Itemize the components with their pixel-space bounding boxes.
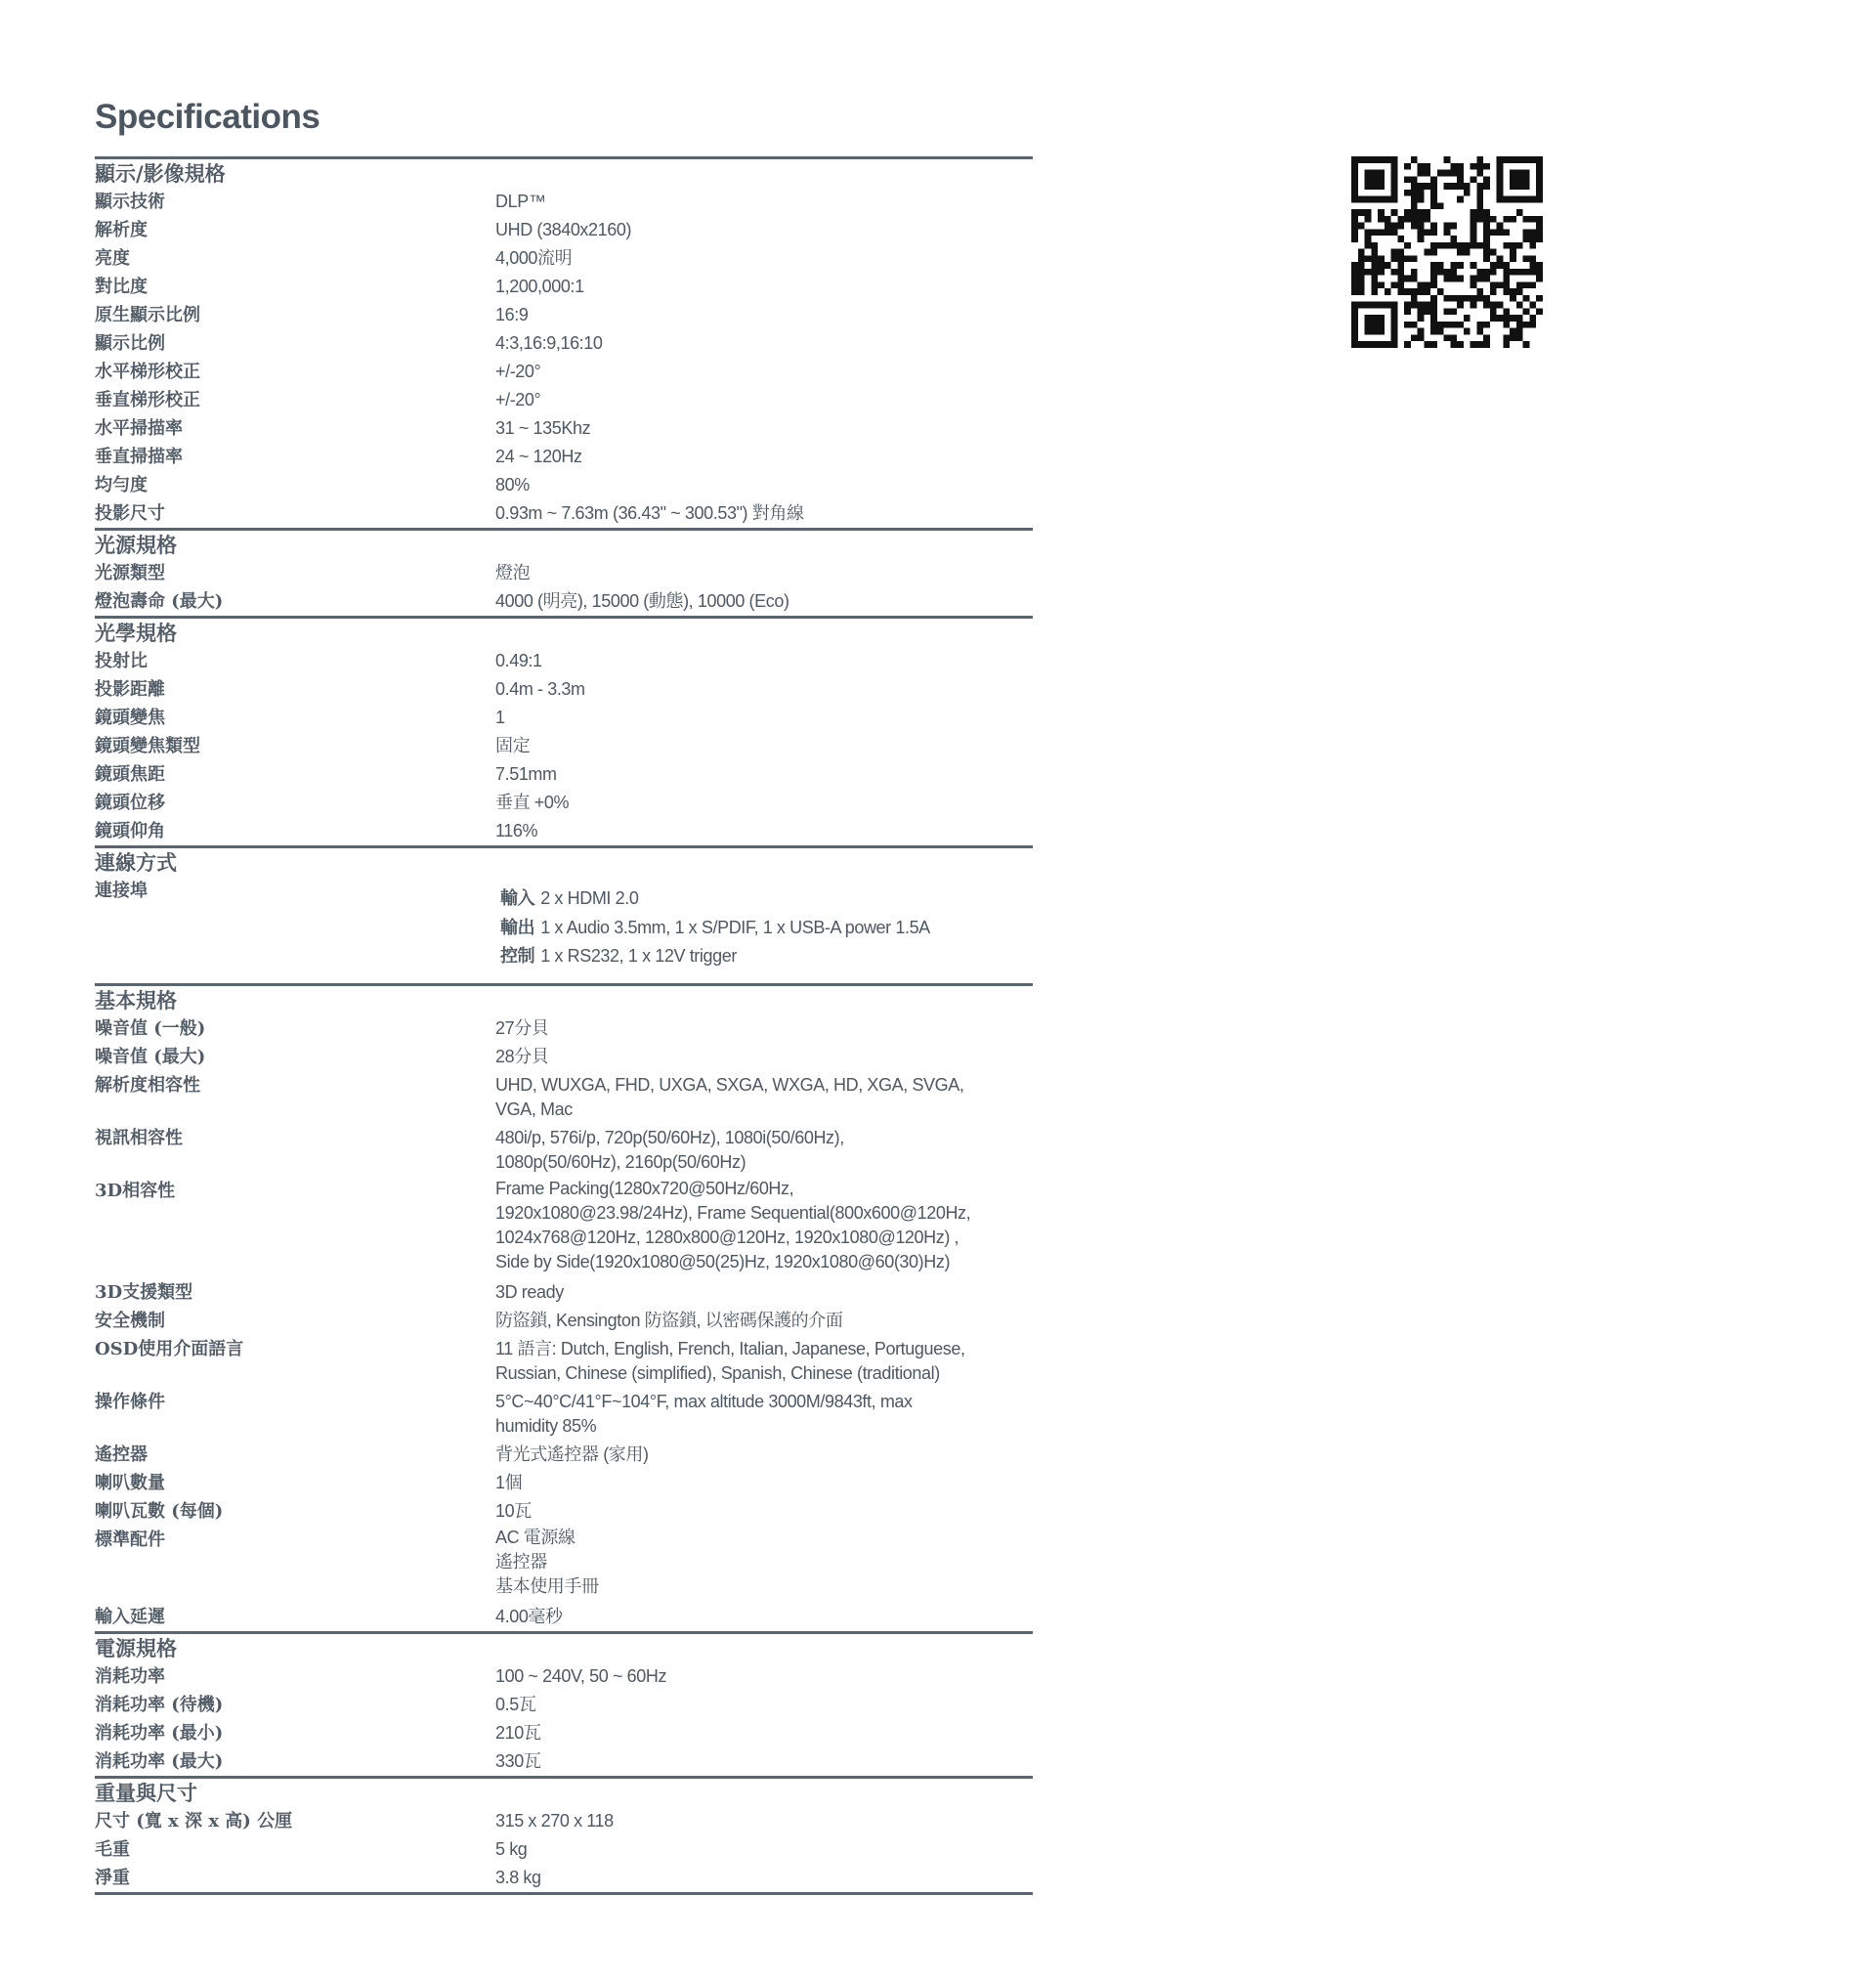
spec-label: 遙控器: [95, 1443, 148, 1465]
spec-value: [495, 1603, 1033, 1631]
spec-row: [95, 1691, 1033, 1719]
spec-value: [495, 732, 1033, 760]
spec-value-line: 210瓦: [495, 1722, 541, 1743]
spec-value-line: 0.4m - 3.3m: [495, 679, 585, 699]
spec-value: [495, 273, 1033, 301]
spec-value: [495, 1278, 1033, 1307]
spec-row: [95, 587, 1033, 616]
section-title: 電源規格: [95, 1635, 177, 1660]
spec-label: 水平梯形校正: [95, 362, 200, 382]
spec-value-line: 80%: [495, 475, 530, 495]
spec-value-line: 0.49:1: [495, 651, 542, 670]
spec-value-line: 100 ~ 240V, 50 ~ 60Hz: [495, 1665, 667, 1686]
spec-value-line: 3.8 kg: [495, 1867, 541, 1887]
spec-value: [495, 244, 1033, 273]
spec-value-line: 330瓦: [495, 1750, 541, 1771]
spec-value: [495, 760, 1033, 789]
connectivity-line: [500, 884, 1033, 914]
spec-label: 燈泡壽命 (最大): [95, 591, 224, 612]
spec-section: [95, 528, 1033, 616]
spec-value: [495, 414, 1033, 443]
spec-label: 光源類型: [95, 563, 165, 583]
spec-row: [95, 1747, 1033, 1776]
spec-label: 均勻度: [95, 475, 148, 496]
spec-value-line: 1024x768@120Hz, 1280x800@120Hz, 1920x1080@120Hz) ,: [495, 1227, 959, 1247]
spec-label: 連接埠: [95, 881, 148, 901]
spec-label: 標準配件: [95, 1529, 165, 1550]
spec-value-line: 垂直 +0%: [495, 793, 570, 812]
spec-label: 淨重: [95, 1867, 130, 1888]
spec-value: [495, 675, 1033, 704]
spec-value-line: UHD (3840x2160): [495, 220, 632, 239]
spec-value: [495, 188, 1033, 216]
spec-value-line: Side by Side(1920x1080@50(25)Hz, 1920x1080@60(30)Hz): [495, 1251, 951, 1271]
spec-value-line: 315 x 270 x 118: [495, 1810, 614, 1831]
spec-value: [495, 443, 1033, 471]
spec-row: [95, 732, 1033, 760]
spec-label: 3D相容性: [95, 1180, 176, 1201]
spec-section: [95, 845, 1033, 983]
spec-value-line: 1個: [495, 1472, 523, 1492]
spec-label: 鏡頭變焦: [95, 708, 165, 728]
spec-label: 消耗功率: [95, 1665, 165, 1687]
connectivity-value: 1 x RS232, 1 x 12V trigger: [540, 946, 737, 966]
spec-value: [495, 1307, 1033, 1335]
connectivity-value: 1 x Audio 3.5mm, 1 x S/PDIF, 1 x USB-A power 1.5A: [540, 917, 930, 937]
spec-row: [95, 559, 1033, 587]
spec-value: [495, 1835, 1033, 1864]
spec-value: [495, 1469, 1033, 1497]
spec-label: 原生顯示比例: [95, 305, 200, 325]
spec-value-line: 4:3,16:9,16:10: [495, 333, 603, 353]
spec-value-line: 11 語言: Dutch, English, French, Italian, Japanese, Portuguese,: [495, 1338, 965, 1358]
spec-value: [495, 877, 1033, 983]
spec-row: [95, 1469, 1033, 1497]
spec-value: [495, 1177, 1033, 1278]
spec-row: [95, 188, 1033, 216]
spec-label: 解析度: [95, 220, 148, 240]
spec-label: OSD使用介面語言: [95, 1338, 244, 1359]
spec-value-line: Frame Packing(1280x720@50Hz/60Hz,: [495, 1178, 794, 1198]
spec-value-line: 防盜鎖, Kensington 防盜鎖, 以密碼保護的介面: [495, 1310, 843, 1330]
spec-value-line: 1: [495, 708, 505, 727]
spec-label: 垂直梯形校正: [95, 390, 200, 410]
spec-label: 尺寸 (寬 x 深 x 高) 公厘: [95, 1810, 293, 1831]
spec-value-line: humidity 85%: [495, 1415, 597, 1436]
spec-value-line: UHD, WUXGA, FHD, UXGA, SXGA, WXGA, HD, XGA, SVGA,: [495, 1074, 964, 1095]
spec-value-line: 背光式遙控器 (家用): [495, 1443, 649, 1464]
qr-code-icon: [1351, 156, 1543, 348]
connectivity-key: 輸出: [500, 917, 535, 938]
spec-row: [95, 1497, 1033, 1526]
spec-row: [95, 414, 1033, 443]
spec-label: 鏡頭焦距: [95, 764, 165, 785]
spec-label: 視訊相容性: [95, 1127, 183, 1148]
connectivity-key: 輸入: [500, 888, 535, 909]
spec-value: [495, 358, 1033, 386]
spec-table: [95, 156, 1033, 1895]
spec-value: [495, 471, 1033, 499]
spec-row: [95, 1441, 1033, 1469]
spec-value: [495, 1807, 1033, 1835]
spec-row: [95, 1719, 1033, 1747]
spec-value-line: 4000 (明亮), 15000 (動態), 10000 (Eco): [495, 591, 789, 611]
spec-row: [95, 1388, 1033, 1441]
spec-label: 鏡頭變焦類型: [95, 736, 200, 756]
spec-section: [95, 1776, 1033, 1895]
spec-label: 喇叭數量: [95, 1472, 165, 1493]
spec-label: 垂直掃描率: [95, 447, 183, 467]
section-title: 顯示/影像規格: [95, 161, 226, 186]
spec-value-line: 27分貝: [495, 1017, 549, 1038]
spec-row: [95, 443, 1033, 471]
spec-value: [495, 1662, 1033, 1691]
spec-row: [95, 1071, 1033, 1124]
spec-section: [95, 616, 1033, 845]
spec-value-line: VGA, Mac: [495, 1099, 573, 1119]
spec-value: [495, 301, 1033, 329]
spec-value-line: 4,000流明: [495, 248, 573, 268]
spec-label: 投影距離: [95, 679, 165, 700]
spec-label: 亮度: [95, 248, 130, 269]
spec-row: [95, 1307, 1033, 1335]
spec-label: 消耗功率 (待機): [95, 1694, 224, 1715]
spec-value-line: 1080p(50/60Hz), 2160p(50/60Hz): [495, 1151, 746, 1172]
section-title: 光學規格: [95, 621, 177, 645]
spec-value-line: DLP™: [495, 192, 546, 211]
spec-row: [95, 1835, 1033, 1864]
spec-value-line: 遙控器: [495, 1551, 547, 1572]
spec-value: [495, 559, 1033, 587]
spec-label: 投影尺寸: [95, 503, 165, 524]
spec-label: 噪音值 (一般): [95, 1017, 206, 1039]
spec-row: [95, 760, 1033, 789]
spec-value: [495, 1747, 1033, 1776]
spec-value-line: +/-20°: [495, 362, 541, 381]
spec-value-line: 固定: [495, 736, 531, 755]
spec-value: [495, 647, 1033, 675]
spec-value-line: 7.51mm: [495, 764, 557, 784]
spec-value: [495, 704, 1033, 732]
spec-value: [495, 587, 1033, 616]
spec-value: [495, 1043, 1033, 1071]
spec-value: [495, 1691, 1033, 1719]
spec-value: [495, 789, 1033, 817]
page-title: Specifications: [95, 98, 320, 136]
spec-row-connectivity: [95, 877, 1033, 983]
spec-label: 噪音值 (最大): [95, 1046, 206, 1067]
spec-value: [495, 216, 1033, 244]
spec-row: [95, 1043, 1033, 1071]
spec-value: [495, 1864, 1033, 1892]
connectivity-key: 控制: [500, 946, 535, 967]
spec-row: [95, 789, 1033, 817]
spec-value: [495, 1388, 1033, 1441]
spec-label: 消耗功率 (最小): [95, 1722, 224, 1744]
section-title: 連線方式: [95, 850, 177, 875]
spec-label: 喇叭瓦數 (每個): [95, 1500, 224, 1522]
spec-value-line: 4.00毫秒: [495, 1606, 563, 1626]
spec-value-line: +/-20°: [495, 390, 541, 409]
spec-row: [95, 817, 1033, 845]
spec-value-line: 0.93m ~ 7.63m (36.43" ~ 300.53") 對角線: [495, 503, 804, 523]
spec-label: 鏡頭位移: [95, 793, 165, 813]
spec-row: [95, 704, 1033, 732]
spec-value-line: 16:9: [495, 305, 529, 324]
spec-row: [95, 1177, 1033, 1278]
spec-value-line: 24 ~ 120Hz: [495, 447, 582, 466]
spec-value: [495, 1719, 1033, 1747]
spec-row: [95, 1124, 1033, 1177]
spec-row: [95, 244, 1033, 273]
spec-row: [95, 329, 1033, 358]
spec-row: [95, 675, 1033, 704]
spec-value: [495, 1335, 1033, 1388]
spec-label: 3D支援類型: [95, 1281, 193, 1303]
spec-row: [95, 301, 1033, 329]
section-title: 光源規格: [95, 533, 177, 557]
spec-label: 水平掃描率: [95, 418, 183, 439]
spec-label: 輸入延遲: [95, 1606, 165, 1627]
spec-value-line: 5 kg: [495, 1838, 528, 1859]
spec-row: [95, 1807, 1033, 1835]
spec-label: 安全機制: [95, 1310, 165, 1331]
spec-value: [495, 1014, 1033, 1043]
spec-value-line: 3D ready: [495, 1281, 564, 1302]
spec-label: 操作條件: [95, 1391, 165, 1412]
spec-value: [495, 1124, 1033, 1177]
spec-row: [95, 358, 1033, 386]
spec-value-line: 5°C~40°C/41°F~104°F, max altitude 3000M/9843ft, max: [495, 1391, 913, 1411]
spec-value-line: Russian, Chinese (simplified), Spanish, Chinese (traditional): [495, 1362, 940, 1383]
spec-section: [95, 983, 1033, 1631]
spec-row: [95, 1864, 1033, 1892]
spec-value-line: 1,200,000:1: [495, 277, 584, 296]
spec-label: 消耗功率 (最大): [95, 1750, 224, 1772]
section-title: 基本規格: [95, 987, 177, 1013]
connectivity-line: [500, 942, 1033, 971]
spec-row: [95, 1526, 1033, 1603]
spec-label: 對比度: [95, 277, 148, 297]
spec-value: [495, 329, 1033, 358]
spec-section: [95, 1631, 1033, 1776]
spec-row: [95, 1662, 1033, 1691]
spec-label: 鏡頭仰角: [95, 821, 165, 841]
spec-row: [95, 499, 1033, 528]
spec-value-line: 116%: [495, 821, 538, 840]
spec-value-line: 10瓦: [495, 1500, 532, 1521]
spec-value: [495, 1441, 1033, 1469]
section-title: 重量與尺寸: [95, 1780, 197, 1805]
spec-value-line: 28分貝: [495, 1046, 549, 1066]
connectivity-line: [500, 914, 1033, 943]
spec-value: [495, 1497, 1033, 1526]
spec-value: [495, 1526, 1033, 1603]
spec-value-line: 31 ~ 135Khz: [495, 418, 591, 438]
spec-value: [495, 817, 1033, 845]
spec-row: [95, 1278, 1033, 1307]
connectivity-value: 2 x HDMI 2.0: [540, 888, 639, 908]
spec-row: [95, 1014, 1033, 1043]
spec-value: [495, 386, 1033, 414]
spec-value-line: 燈泡: [495, 563, 531, 582]
spec-label: 顯示技術: [95, 192, 165, 212]
spec-value-line: 1920x1080@23.98/24Hz), Frame Sequential(800x600@120Hz,: [495, 1202, 971, 1223]
spec-value-line: 基本使用手冊: [495, 1575, 599, 1596]
spec-row: [95, 471, 1033, 499]
spec-label: 顯示比例: [95, 333, 165, 354]
spec-row: [95, 1603, 1033, 1631]
spec-value: [495, 499, 1033, 528]
spec-value-line: 480i/p, 576i/p, 720p(50/60Hz), 1080i(50/60Hz),: [495, 1127, 844, 1147]
spec-section: [95, 156, 1033, 528]
spec-label: 解析度相容性: [95, 1074, 200, 1096]
spec-label: 毛重: [95, 1838, 130, 1860]
spec-row: [95, 216, 1033, 244]
spec-row: [95, 386, 1033, 414]
spec-value-line: AC 電源線: [495, 1527, 576, 1547]
spec-row: [95, 1335, 1033, 1388]
spec-value-line: 0.5瓦: [495, 1694, 536, 1714]
spec-label: 投射比: [95, 651, 148, 671]
spec-row: [95, 273, 1033, 301]
spec-row: [95, 647, 1033, 675]
spec-value: [495, 1071, 1033, 1124]
